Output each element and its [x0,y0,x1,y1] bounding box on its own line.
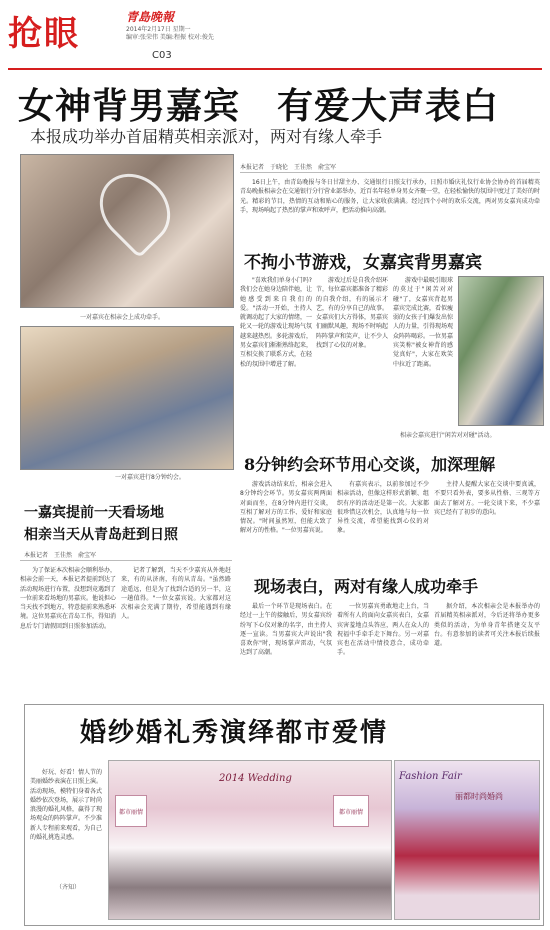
caption-8min-talk: 一对嘉宾进行8分钟约会。 [115,474,185,481]
section-name: 抢眼 [8,14,80,54]
photo-couple-heart [20,154,234,308]
section2-col2: 有嘉宾表示，以前参加过不少相亲活动，但像这样形式新颖、组织有序的活动还是第一次。大家都很珍惜这次机会，认真地与每一位异性交流，希望能找到心仪的对象。 [337,481,429,535]
top-rule [8,68,542,70]
stage-banner-text: 2014 Wedding [219,773,292,784]
section2-title: 8分钟约会环节用心交谈，加深理解 [244,455,496,474]
page-number: C03 [152,50,172,61]
main-intro: 16日上午，由青岛晚报与冬日甘甜主办、交通银行日照支行承办，日照市婚庆礼仪行业协会协办的首届精英青岛晚报相亲会在交通银行分行营业部举办，近百名年轻单身男女齐聚一堂，在轻松愉快的氛围中度过了美好的时光。精彩的节目，热情的互动和贴心的服务，让大家收获满满。经过四个小时的欢乐交流，两对男女嘉宾成功牵手，现场响起了热烈的掌声和欢呼声，把活动推向高潮。 [240,179,540,214]
section3-col3: 据介绍，本次相亲会是本报举办的首届精英相亲派对，今后还将举办更多类似的活动，为单身青年搭建交友平台。有意参加的读者可关注本报后续报道。 [434,603,540,648]
left-section-col1: 为了保证本次相亲会顺利举办，相亲会前一天，本报记者提前到达了活动现场进行布置，没想到竟遇到了一位前来看场地的男嘉宾。他说担心当天找不到地方，特意提前来熟悉环境。这位男嘉宾在青岛工作，得知消息后专门请假回到日照参加活动。 [20,567,116,630]
brand-sign-left [115,795,147,827]
headline-title: 女神背男嘉宾 有爱大声表白 [18,85,500,127]
photo-8min-talk [20,326,234,470]
left-byline-rule [20,560,232,561]
caption-couple-heart: 一对嘉宾在相亲会上成功牵手。 [80,314,165,321]
wedding-author: （齐知） [56,884,81,891]
left-section-title-2: 相亲当天从青岛赶到日照 [24,527,178,543]
paper-logo: 青島晚報 [126,10,175,24]
issue-info: 2014年2月17日 星期一 编审:张荣伟 美编:程振 校对:俊先 [126,26,214,41]
brand-sign-left-text: 都市丽情 [118,809,143,816]
wedding-title: 婚纱婚礼秀演绎都市爱情 [80,718,389,748]
wedding-text: 好玩、好看！情人节的美丽婚纱表演在日照上演。活动现场，模特们身着各式婚纱依次登场，展示了时尚浪漫的婚礼风格，赢得了现场观众的阵阵掌声。不少准新人专程前来观看，为自己的婚礼挑选灵感。 [30,769,102,842]
section2-col3: 主持人提醒大家在交谈中要真诚，不要只看外表，要多从性格、三观等方面去了解对方。一轮交谈下来，不少嘉宾已经有了初步的意向。 [434,481,540,516]
stage-fashion-text: Fashion Fair [399,771,462,782]
brand-sign-right [333,795,369,827]
section1-col3: 游戏中最吸引眼球的莫过于"闲苦对对碰"了，女嘉宾背起男嘉宾完成比赛，看似瘦弱的女孩子们爆发出惊人的力量，引得现场观众阵阵喝彩。一位男嘉宾笑称"被女神背的感觉真好"，大家在欢笑中拉近了距离。 [393,277,453,368]
byline-rule [240,172,540,173]
caption-piggyback: 相亲会嘉宾进行"闲苦对对碰"活动。 [400,432,496,439]
section1-col1: "喜欢我们单身小门吗?我们会在她身边陪伴她，让她感受到来自我们的爱。"活动一开始，主持人就调动起了大家的情绪，一轮又一轮的游戏让现场气氛越来越热烈。多轮游戏后，男女嘉宾们渐渐熟络起来，互相交换了联系方式，在轻松的氛围中增进了解。 [240,277,312,368]
section1-title: 不拘小节游戏，女嘉宾背男嘉宾 [244,253,482,273]
brand-sign-right-text: 都市丽情 [338,809,363,816]
section2-col1: 游戏活动结束后，相亲会进入8分钟约会环节。男女嘉宾两两面对面而坐，在8分钟内进行交谈，互相了解对方的工作、爱好和家庭情况。"时间虽然短，但能大致了解对方的性格。"一位男嘉宾说。 [240,481,332,535]
left-section-col2: 记者了解到，当天不少嘉宾从外地赶来，有的从济南，有的从青岛。"虽然路途遥远，但是为了找到合适的另一半，这一趟值得。"一位女嘉宾说。大家都对这次相亲会充满了期待，希望能遇到有缘人。 [121,567,231,621]
photo-piggyback [458,276,544,426]
left-section-title-1: 一嘉宾提前一天看场地 [24,505,164,521]
section3-title: 现场表白，两对有缘人成功牵手 [254,577,479,596]
left-section-byline: 本报记者 王佳然 俞宝军 [24,552,97,559]
brand-sign-model: 丽都时尚婚尚 [455,792,503,801]
section3-col2: 一位男嘉宾勇敢地走上台，当着所有人的面向女嘉宾表白，女嘉宾害羞地点头答应，两人在众人的祝福中手牵手走下舞台。另一对嘉宾也在活动中情投意合，成功牵手。 [337,603,429,657]
photo-wedding-stage [108,760,392,920]
section3-col1: 最后一个环节是现场表白。在经过一上午的接触后，男女嘉宾纷纷写下心仪对象的名字，由主持人逐一宣读。当男嘉宾大声说出"我喜欢你"时，现场掌声雷动，气氛达到了高潮。 [240,603,332,657]
photo-wedding-model [394,760,540,920]
heart-shape [86,160,185,259]
section1-col2: 游戏过后是自我介绍环节，每位嘉宾都准备了精彩的自我介绍，有的展示才艺，有的分享自己的故事。女嘉宾们大方得体，男嘉宾们幽默风趣，现场不时响起阵阵掌声和笑声，让不少人找到了心仪的对象。 [316,277,388,350]
main-byline: 本报记者 于晓伦 王佳然 俞宝军 [240,164,337,171]
headline-subtitle: 本报成功举办首届精英相亲派对，两对有缘人牵手 [30,127,383,146]
